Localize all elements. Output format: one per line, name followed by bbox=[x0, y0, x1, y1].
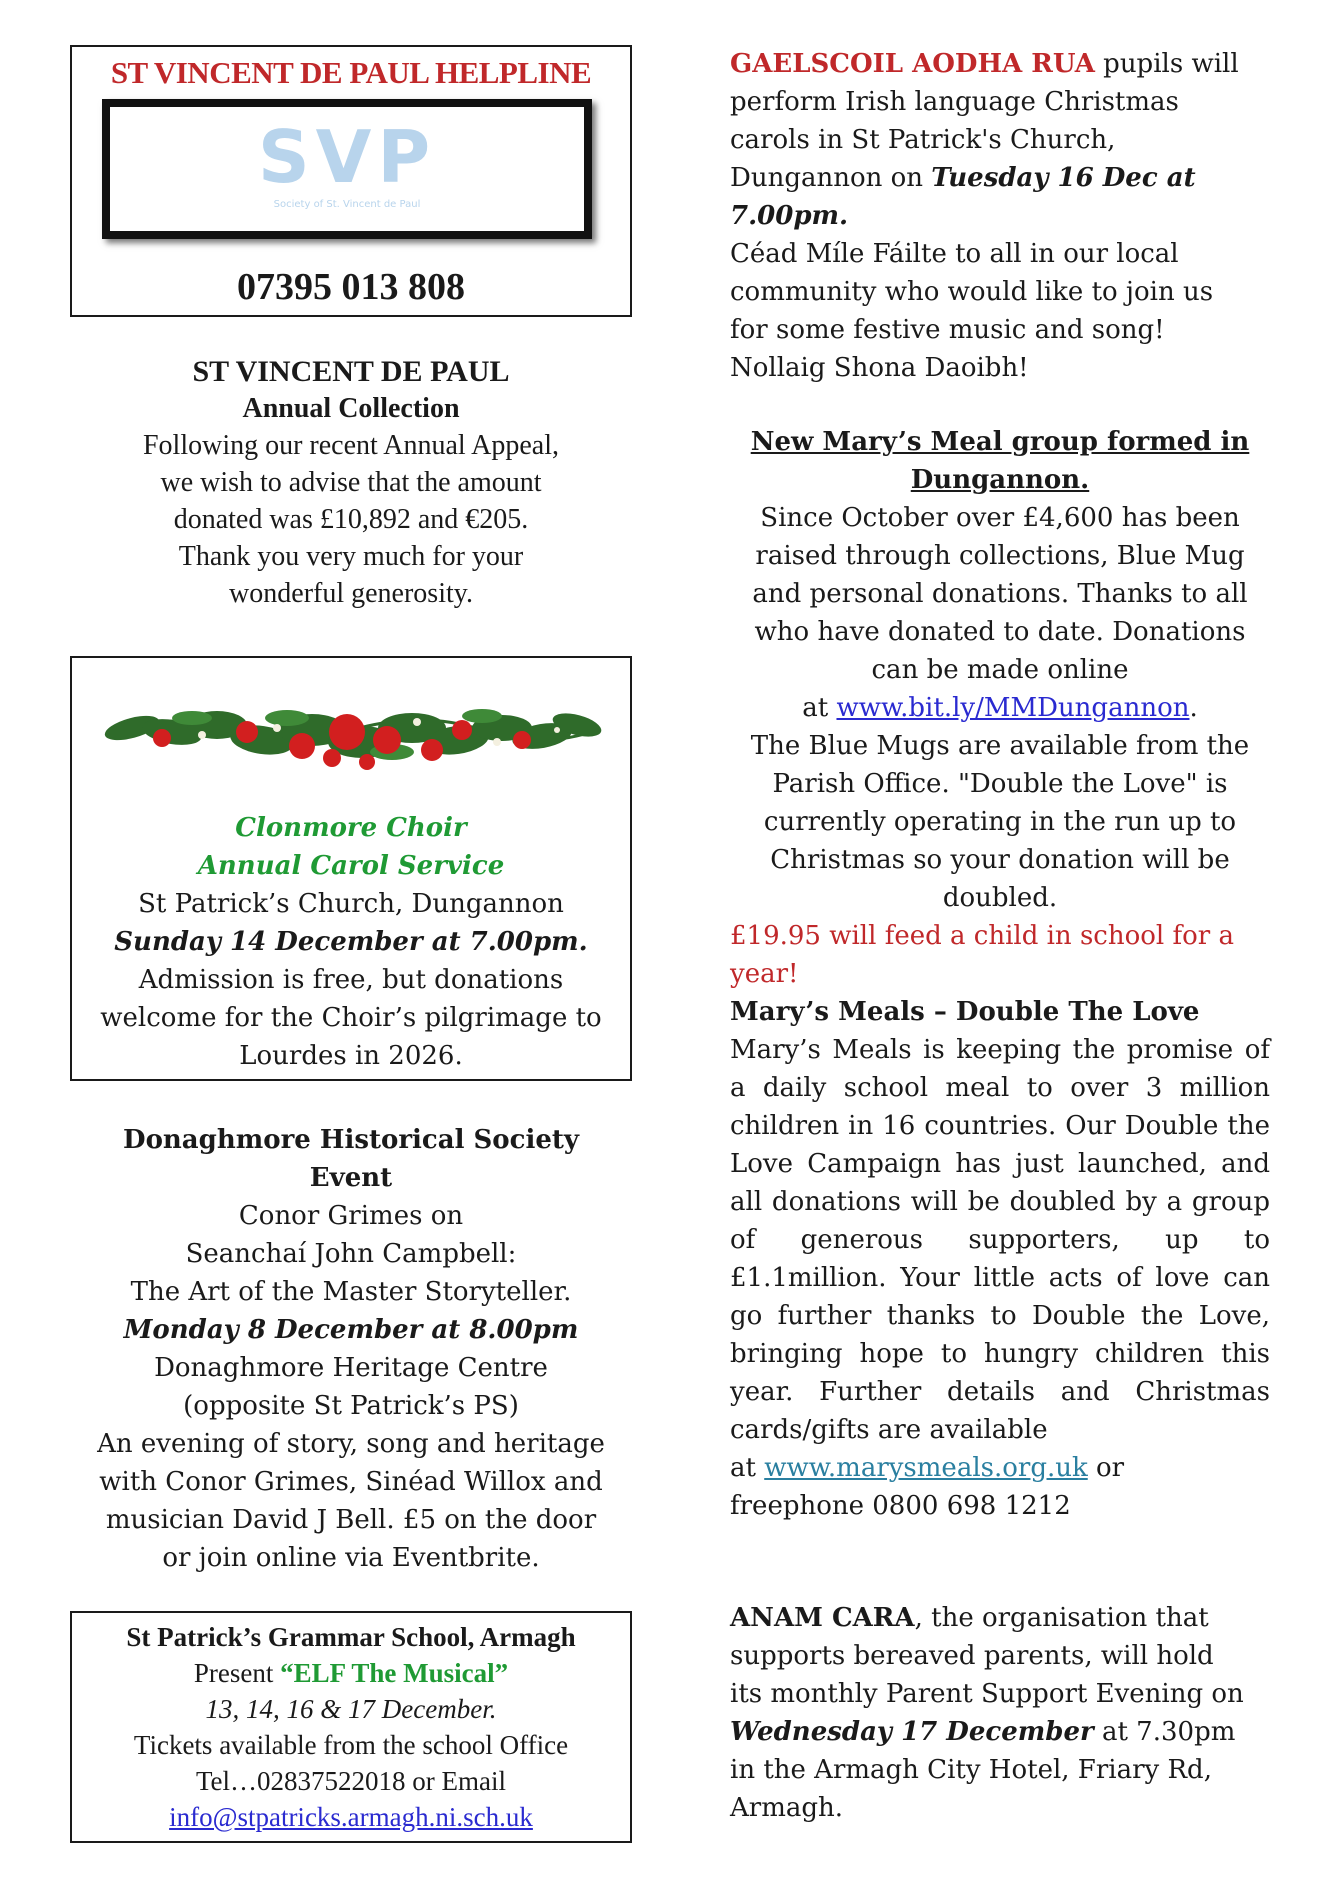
gaelscoil-date: Tuesday 16 Dec at 7.00pm. bbox=[730, 163, 1196, 231]
elf-present: Present bbox=[193, 1658, 274, 1688]
carol-line: welcome for the Choir’s pilgrimage to bbox=[100, 1003, 602, 1033]
historical-line: musician David J Bell. £5 on the door bbox=[105, 1505, 597, 1535]
double-love-link-line bbox=[730, 1449, 1270, 1487]
historical-title: Donaghmore Historical Society bbox=[123, 1125, 579, 1155]
historical-date: Monday 8 December at 8.00pm bbox=[123, 1315, 579, 1345]
svp-collection-line: wonderful generosity. bbox=[229, 578, 473, 609]
svp-logo-subtext: Society of St. Vincent de Paul bbox=[273, 199, 421, 210]
elf-tel: Tel…02837522018 or Email bbox=[195, 1766, 507, 1796]
carol-choir-name: Clonmore Choir bbox=[235, 813, 467, 843]
marys-meals-group-heading: New Mary’s Meal group formed in Dungannon. bbox=[750, 427, 1250, 495]
historical-line: Donaghmore Heritage Centre bbox=[154, 1353, 548, 1383]
carol-date: Sunday 14 December at 7.00pm. bbox=[114, 927, 588, 957]
double-love-after-link: or bbox=[1087, 1453, 1125, 1483]
marysmeals-link[interactable]: www.marysmeals.org.uk bbox=[764, 1453, 1088, 1483]
svp-logo bbox=[102, 99, 592, 239]
double-love-para: Mary’s Meals is keeping the promise of a daily school meal to over 3 million children in 16 countries. Our Double the Love Campaign has just launched, and all donations will be doubled by a group of generous supporters, up to £1.1million. Your little acts of love can go further thanks to Double the Love, bringing hope to hungry children this year. Further details and Christmas cards/gifts are available bbox=[730, 1035, 1270, 1445]
gaelscoil-name: GAELSCOIL AODHA RUA bbox=[730, 49, 1095, 79]
historical-line: Seanchaí John Campbell: bbox=[185, 1239, 517, 1269]
svp-collection-line: we wish to advise that the amount bbox=[160, 467, 542, 498]
svp-collection-line: Thank you very much for your bbox=[178, 541, 524, 572]
historical-line: (opposite St Patrick’s PS) bbox=[183, 1391, 519, 1421]
svp-collection-line: donated was £10,892 and €205. bbox=[173, 504, 529, 535]
historical-line: Conor Grimes on bbox=[238, 1201, 464, 1231]
historical-title: Event bbox=[309, 1163, 393, 1193]
anam-cara-text2: at 7.30pm in the Armagh City Hotel, Friary Rd, Armagh. bbox=[730, 1717, 1236, 1823]
anam-cara-notice bbox=[730, 1599, 1250, 1827]
marys-meals-highlight: £19.95 will feed a child in school for a year! bbox=[730, 921, 1234, 989]
carol-event-name: Annual Carol Service bbox=[197, 851, 505, 881]
anam-cara-text: , the organisation that supports bereaved parents, will hold its monthly Parent Support Evening on bbox=[730, 1603, 1244, 1709]
marys-meals-group-after-link: . bbox=[1189, 693, 1198, 723]
gaelscoil-welcome: Céad Míle Fáilte to all in our local community who would like to join us for some festive music and song! Nollaig Shona Daoibh! bbox=[730, 239, 1214, 383]
historical-line: The Art of the Master Storyteller. bbox=[130, 1277, 572, 1307]
svp-logo-text: SVP bbox=[257, 115, 437, 199]
svp-collection-subtitle: Annual Collection bbox=[242, 393, 460, 424]
double-love-phone: freephone 0800 698 1212 bbox=[730, 1491, 1071, 1521]
double-love bbox=[730, 993, 1270, 1525]
elf-school: St Patrick’s Grammar School, Armagh bbox=[126, 1622, 576, 1652]
christmas-garland-icon bbox=[102, 680, 602, 790]
elf-dates: 13, 14, 16 & 17 December. bbox=[205, 1694, 497, 1724]
svp-collection bbox=[70, 353, 632, 612]
elf-tickets: Tickets available from the school Office bbox=[133, 1730, 569, 1760]
svp-helpline-title: ST VINCENT DE PAUL HELPLINE bbox=[110, 55, 592, 90]
svp-helpline-phone: 07395 013 808 bbox=[237, 266, 465, 308]
marys-meals-group-para2: The Blue Mugs are available from the Parish Office. "Double the Love" is currently operating in the run up to Christmas so your donation will be doubled. bbox=[750, 731, 1250, 913]
marys-meals-group-para1: Since October over £4,600 has been raised through collections, Blue Mug and personal donations. Thanks to all who have donated to date. Donations can be made online bbox=[752, 503, 1248, 685]
double-love-heading: Mary’s Meals – Double The Love bbox=[730, 997, 1200, 1027]
elf-email-link[interactable]: info@stpatricks.armagh.ni.sch.uk bbox=[169, 1802, 533, 1832]
elf-show: “ELF The Musical” bbox=[280, 1658, 509, 1688]
carol-service-box bbox=[70, 656, 632, 1081]
carol-line: Admission is free, but donations bbox=[138, 965, 564, 995]
anam-cara-date: Wednesday 17 December bbox=[730, 1717, 1094, 1747]
svp-collection-line: Following our recent Annual Appeal, bbox=[142, 430, 560, 461]
carol-line: Lourdes in 2026. bbox=[239, 1041, 463, 1071]
svp-collection-title: ST VINCENT DE PAUL bbox=[192, 355, 510, 388]
double-love-at: at bbox=[730, 1453, 765, 1483]
elf-present-line bbox=[72, 1655, 630, 1691]
marys-meals-group bbox=[730, 423, 1270, 993]
gaelscoil-notice bbox=[730, 45, 1250, 387]
mmdungannon-link[interactable]: www.bit.ly/MMDungannon bbox=[836, 693, 1190, 723]
historical-line: An evening of story, song and heritage bbox=[97, 1429, 605, 1459]
historical-society bbox=[70, 1121, 632, 1577]
carol-venue: St Patrick’s Church, Dungannon bbox=[138, 889, 564, 919]
anam-cara-name: ANAM CARA bbox=[730, 1603, 915, 1633]
svp-helpline-box bbox=[70, 45, 632, 317]
marys-meals-group-link-line bbox=[730, 689, 1270, 727]
gaelscoil-text: pupils will perform Irish language Christmas carols in St Patrick's Church, Dungannon on bbox=[730, 49, 1239, 193]
historical-line: with Conor Grimes, Sinéad Willox and bbox=[99, 1467, 603, 1497]
historical-line: or join online via Eventbrite. bbox=[162, 1543, 540, 1573]
elf-musical-box bbox=[70, 1611, 632, 1843]
marys-meals-group-at: at bbox=[802, 693, 837, 723]
